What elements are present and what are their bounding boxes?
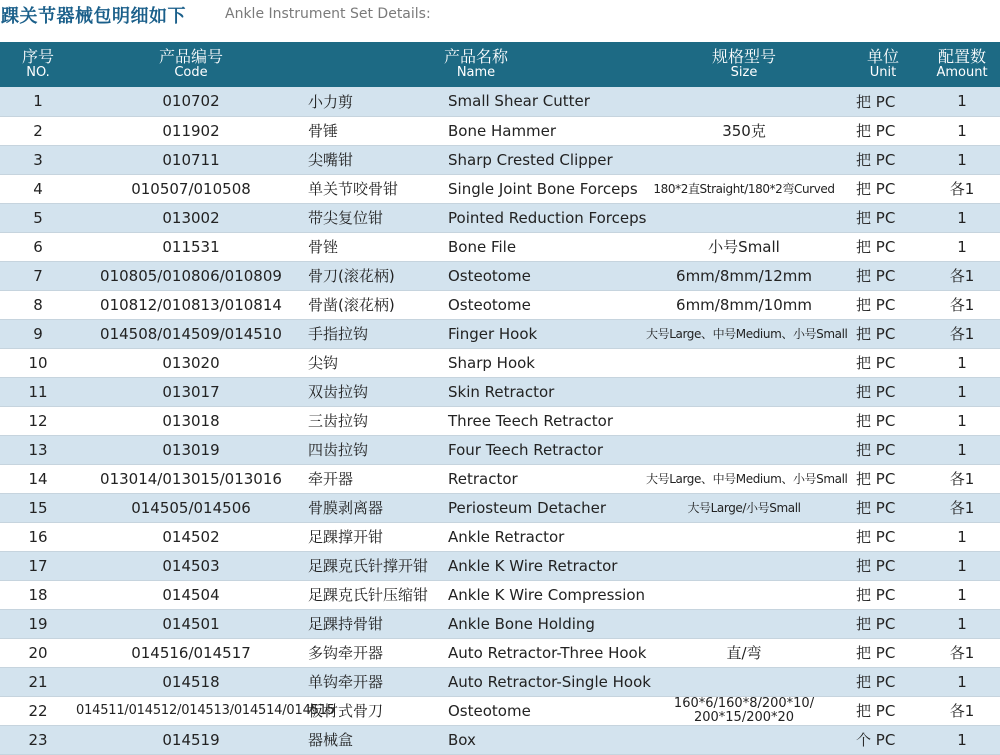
header-name-cn: 产品名称 bbox=[444, 46, 509, 66]
cell-amount: 1 bbox=[957, 121, 967, 140]
header-size-en: Size bbox=[730, 64, 758, 80]
cell-unit: 把 PC bbox=[856, 383, 896, 401]
cell-name-en: Four Teech Retractor bbox=[448, 440, 603, 459]
cell-no: 16 bbox=[28, 527, 48, 546]
cell-name-en: Bone File bbox=[448, 237, 517, 256]
cell-amount: 1 bbox=[957, 382, 967, 401]
cell-unit: 把 PC bbox=[856, 615, 896, 633]
cell-amount: 各1 bbox=[949, 702, 975, 720]
cell-name-cn: 板材式骨刀 bbox=[308, 702, 384, 720]
cell-no: 12 bbox=[28, 411, 48, 430]
table-row bbox=[0, 174, 1000, 203]
table-row bbox=[0, 406, 1000, 435]
header-name bbox=[306, 42, 646, 87]
cell-unit: 把 PC bbox=[856, 238, 896, 256]
table-row bbox=[0, 725, 1000, 754]
cell-no: 2 bbox=[33, 121, 43, 140]
cell-name-en: Ankle Bone Holding bbox=[448, 614, 595, 633]
cell-unit: 把 PC bbox=[856, 528, 896, 546]
cell-amount: 各1 bbox=[949, 325, 975, 343]
cell-name-cn: 手指拉钩 bbox=[308, 325, 369, 343]
cell-amount: 1 bbox=[957, 208, 967, 227]
cell-code: 014504 bbox=[162, 585, 220, 604]
cell-name-cn: 骨刀(滚花柄) bbox=[308, 267, 395, 285]
cell-no: 18 bbox=[28, 585, 48, 604]
cell-name-en: Sharp Crested Clipper bbox=[448, 150, 613, 169]
cell-size bbox=[646, 667, 842, 696]
header-unit-en: Unit bbox=[869, 64, 897, 80]
cell-unit: 把 PC bbox=[856, 557, 896, 575]
table-row bbox=[0, 145, 1000, 174]
table-row bbox=[0, 696, 1000, 725]
cell-name-cn: 带尖复位钳 bbox=[308, 209, 384, 227]
cell-size bbox=[646, 435, 842, 464]
cell-code: 013002 bbox=[162, 208, 220, 227]
header-amount-cn: 配置数 bbox=[938, 46, 987, 66]
cell-name-en: Pointed Reduction Forceps bbox=[448, 208, 647, 227]
cell-name-cn: 器械盒 bbox=[308, 731, 354, 749]
cell-no: 9 bbox=[33, 324, 43, 343]
table-row bbox=[0, 203, 1000, 232]
cell-code: 014519 bbox=[162, 730, 220, 749]
cell-name-cn: 骨锉 bbox=[308, 238, 339, 256]
cell-code: 014505/014506 bbox=[131, 498, 251, 517]
cell-amount: 1 bbox=[957, 527, 967, 546]
cell-code: 013014/013015/013016 bbox=[100, 469, 282, 488]
table-row bbox=[0, 551, 1000, 580]
cell-no: 10 bbox=[28, 353, 48, 372]
cell-size bbox=[646, 406, 842, 435]
cell-code: 013018 bbox=[162, 411, 220, 430]
cell-size bbox=[646, 203, 842, 232]
cell-name-en: Auto Retractor-Single Hook bbox=[448, 672, 651, 691]
cell-name-en: Periosteum Detacher bbox=[448, 498, 607, 517]
cell-code: 010702 bbox=[162, 92, 220, 111]
cell-code: 013017 bbox=[162, 382, 220, 401]
table-row bbox=[0, 348, 1000, 377]
table-row bbox=[0, 87, 1000, 116]
page-title-bar bbox=[0, 0, 1000, 28]
cell-unit: 把 PC bbox=[856, 325, 896, 343]
cell-name-en: Box bbox=[448, 730, 476, 749]
cell-name-en: Ankle K Wire Retractor bbox=[448, 556, 618, 575]
cell-name-cn: 足踝克氏针撑开钳 bbox=[308, 557, 429, 575]
cell-no: 4 bbox=[33, 179, 43, 198]
cell-amount: 1 bbox=[957, 440, 967, 459]
cell-size: 大号Large、中号Medium、小号Small bbox=[646, 472, 848, 486]
header-no-cn: 序号 bbox=[21, 46, 54, 66]
cell-code: 014501 bbox=[162, 614, 220, 633]
cell-name-cn: 足踝撑开钳 bbox=[308, 528, 384, 546]
table-row bbox=[0, 232, 1000, 261]
cell-name-cn: 小力剪 bbox=[308, 92, 354, 111]
instrument-table bbox=[0, 42, 1000, 755]
header-unit bbox=[842, 42, 924, 87]
cell-amount: 1 bbox=[957, 237, 967, 256]
cell-name-en: Ankle K Wire Compression bbox=[448, 585, 646, 604]
cell-no: 3 bbox=[33, 150, 43, 169]
page-title-en: Ankle Instrument Set Details: bbox=[225, 6, 431, 22]
cell-name-en: Finger Hook bbox=[448, 324, 538, 343]
page-title-cn: 踝关节器械包明细如下 bbox=[1, 6, 186, 27]
cell-no: 22 bbox=[28, 701, 48, 720]
header-code-cn: 产品编号 bbox=[158, 46, 223, 66]
cell-code: 014511/014512/014513/014514/014515 bbox=[76, 703, 335, 718]
header-code-en: Code bbox=[174, 64, 208, 80]
table-body bbox=[0, 87, 1000, 754]
cell-code: 014508/014509/014510 bbox=[100, 324, 282, 343]
cell-unit: 把 PC bbox=[856, 702, 896, 720]
cell-name-cn: 骨凿(滚花柄) bbox=[308, 296, 395, 314]
cell-name-cn: 双齿拉钩 bbox=[308, 383, 369, 401]
header-name-en: Name bbox=[456, 64, 496, 80]
cell-no: 6 bbox=[33, 237, 43, 256]
cell-name-en: Osteotome bbox=[448, 266, 531, 285]
cell-no: 7 bbox=[33, 266, 43, 285]
cell-name-cn: 尖钩 bbox=[308, 354, 339, 372]
cell-unit: 把 PC bbox=[856, 354, 896, 372]
cell-code: 010805/010806/010809 bbox=[100, 266, 282, 285]
cell-no: 5 bbox=[33, 208, 43, 227]
cell-no: 13 bbox=[28, 440, 48, 459]
cell-no: 23 bbox=[28, 730, 48, 749]
cell-amount: 1 bbox=[957, 556, 967, 575]
cell-unit: 把 PC bbox=[856, 151, 896, 169]
cell-unit: 把 PC bbox=[856, 586, 896, 604]
cell-size bbox=[646, 348, 842, 377]
cell-name-cn: 骨锤 bbox=[308, 122, 339, 140]
cell-amount: 各1 bbox=[949, 499, 975, 517]
table-row bbox=[0, 377, 1000, 406]
cell-unit: 把 PC bbox=[856, 644, 896, 662]
cell-unit: 把 PC bbox=[856, 122, 896, 140]
cell-amount: 1 bbox=[957, 585, 967, 604]
header-amount bbox=[924, 42, 1000, 87]
cell-unit: 把 PC bbox=[856, 673, 896, 691]
header-no bbox=[0, 42, 76, 87]
cell-code: 010507/010508 bbox=[131, 179, 251, 198]
cell-name-cn: 足踝克氏针压缩钳 bbox=[308, 586, 429, 604]
cell-unit: 把 PC bbox=[856, 267, 896, 285]
cell-code: 013019 bbox=[162, 440, 220, 459]
cell-size: 6mm/8mm/12mm bbox=[676, 266, 812, 285]
cell-code: 014503 bbox=[162, 556, 220, 575]
cell-name-cn: 多钩牵开器 bbox=[308, 644, 384, 662]
table-row bbox=[0, 261, 1000, 290]
cell-no: 17 bbox=[28, 556, 48, 575]
cell-name-cn: 单钩牵开器 bbox=[308, 673, 384, 691]
cell-code: 011902 bbox=[162, 121, 220, 140]
cell-code: 014502 bbox=[162, 527, 220, 546]
cell-no: 1 bbox=[33, 92, 43, 111]
cell-size bbox=[646, 377, 842, 406]
cell-amount: 各1 bbox=[949, 267, 975, 285]
cell-code: 013020 bbox=[162, 353, 220, 372]
cell-size bbox=[646, 522, 842, 551]
cell-name-en: Small Shear Cutter bbox=[448, 92, 590, 111]
cell-unit: 把 PC bbox=[856, 499, 896, 517]
cell-size bbox=[646, 145, 842, 174]
cell-code: 014518 bbox=[162, 672, 220, 691]
cell-size: 6mm/8mm/10mm bbox=[676, 295, 812, 314]
table-row bbox=[0, 464, 1000, 493]
cell-code: 011531 bbox=[162, 237, 220, 256]
cell-name-cn: 尖嘴钳 bbox=[308, 151, 354, 169]
cell-no: 11 bbox=[28, 382, 48, 401]
cell-unit: 把 PC bbox=[856, 296, 896, 314]
header-amount-en: Amount bbox=[936, 64, 988, 80]
table-row bbox=[0, 522, 1000, 551]
cell-unit: 把 PC bbox=[856, 441, 896, 459]
cell-name-en: Ankle Retractor bbox=[448, 527, 565, 546]
cell-size: 大号Large、中号Medium、小号Small bbox=[646, 327, 848, 341]
cell-amount: 各1 bbox=[949, 296, 975, 314]
cell-size bbox=[646, 609, 842, 638]
cell-name-en: Osteotome bbox=[448, 701, 531, 720]
cell-amount: 各1 bbox=[949, 470, 975, 488]
cell-unit: 把 PC bbox=[856, 92, 896, 111]
cell-name-cn: 三齿拉钩 bbox=[308, 412, 369, 430]
table-header bbox=[0, 42, 1000, 87]
cell-size: 小号Small bbox=[708, 238, 780, 256]
cell-name-cn: 牵开器 bbox=[308, 470, 354, 488]
cell-unit: 把 PC bbox=[856, 412, 896, 430]
cell-name-en: Sharp Hook bbox=[448, 353, 535, 372]
cell-no: 8 bbox=[33, 295, 43, 314]
cell-name-en: Retractor bbox=[448, 469, 518, 488]
cell-unit: 个 PC bbox=[856, 731, 896, 749]
table-row bbox=[0, 319, 1000, 348]
header-no-en: NO. bbox=[26, 64, 50, 80]
cell-no: 15 bbox=[28, 498, 48, 517]
cell-no: 20 bbox=[28, 643, 48, 662]
cell-amount: 1 bbox=[957, 353, 967, 372]
table-row bbox=[0, 580, 1000, 609]
cell-no: 14 bbox=[28, 469, 48, 488]
cell-amount: 1 bbox=[957, 614, 967, 633]
cell-name-en: Single Joint Bone Forceps bbox=[448, 179, 638, 198]
cell-name-cn: 四齿拉钩 bbox=[308, 441, 369, 459]
cell-size: 160*6/160*8/200*10/ 200*15/200*20 bbox=[673, 695, 815, 725]
cell-amount: 1 bbox=[957, 730, 967, 749]
cell-unit: 把 PC bbox=[856, 180, 896, 198]
cell-size bbox=[646, 551, 842, 580]
cell-amount: 1 bbox=[957, 150, 967, 169]
header-size bbox=[646, 42, 842, 87]
cell-code: 014516/014517 bbox=[131, 643, 251, 662]
cell-unit: 把 PC bbox=[856, 209, 896, 227]
cell-unit: 把 PC bbox=[856, 470, 896, 488]
cell-name-en: Osteotome bbox=[448, 295, 531, 314]
header-row bbox=[0, 42, 1000, 87]
cell-code: 010812/010813/010814 bbox=[100, 295, 282, 314]
table-row bbox=[0, 667, 1000, 696]
header-size-cn: 规格型号 bbox=[712, 46, 777, 66]
cell-amount: 各1 bbox=[949, 180, 975, 198]
table-row bbox=[0, 290, 1000, 319]
cell-size bbox=[646, 725, 842, 754]
cell-size: 350克 bbox=[722, 122, 766, 140]
cell-size: 直/弯 bbox=[726, 644, 762, 662]
cell-name-cn: 单关节咬骨钳 bbox=[308, 180, 399, 198]
cell-amount: 1 bbox=[957, 411, 967, 430]
cell-name-en: Skin Retractor bbox=[448, 382, 555, 401]
cell-name-cn: 骨膜剥离器 bbox=[308, 499, 384, 517]
table-row bbox=[0, 116, 1000, 145]
cell-size bbox=[646, 580, 842, 609]
table-row bbox=[0, 609, 1000, 638]
cell-no: 19 bbox=[28, 614, 48, 633]
cell-size bbox=[646, 87, 842, 116]
cell-amount: 各1 bbox=[949, 644, 975, 662]
header-code bbox=[76, 42, 306, 87]
table-row bbox=[0, 638, 1000, 667]
header-unit-cn: 单位 bbox=[867, 46, 900, 66]
cell-amount: 1 bbox=[957, 672, 967, 691]
cell-amount: 1 bbox=[957, 92, 967, 111]
table-row bbox=[0, 493, 1000, 522]
cell-code: 010711 bbox=[162, 150, 220, 169]
cell-no: 21 bbox=[28, 672, 48, 691]
table-row bbox=[0, 435, 1000, 464]
cell-name-cn: 足踝持骨钳 bbox=[308, 615, 384, 633]
cell-name-en: Bone Hammer bbox=[448, 121, 557, 140]
cell-name-en: Auto Retractor-Three Hook bbox=[448, 643, 647, 662]
cell-size: 180*2直Straight/180*2弯Curved bbox=[653, 182, 835, 196]
cell-name-en: Three Teech Retractor bbox=[448, 411, 614, 430]
cell-size: 大号Large/小号Small bbox=[687, 501, 801, 515]
